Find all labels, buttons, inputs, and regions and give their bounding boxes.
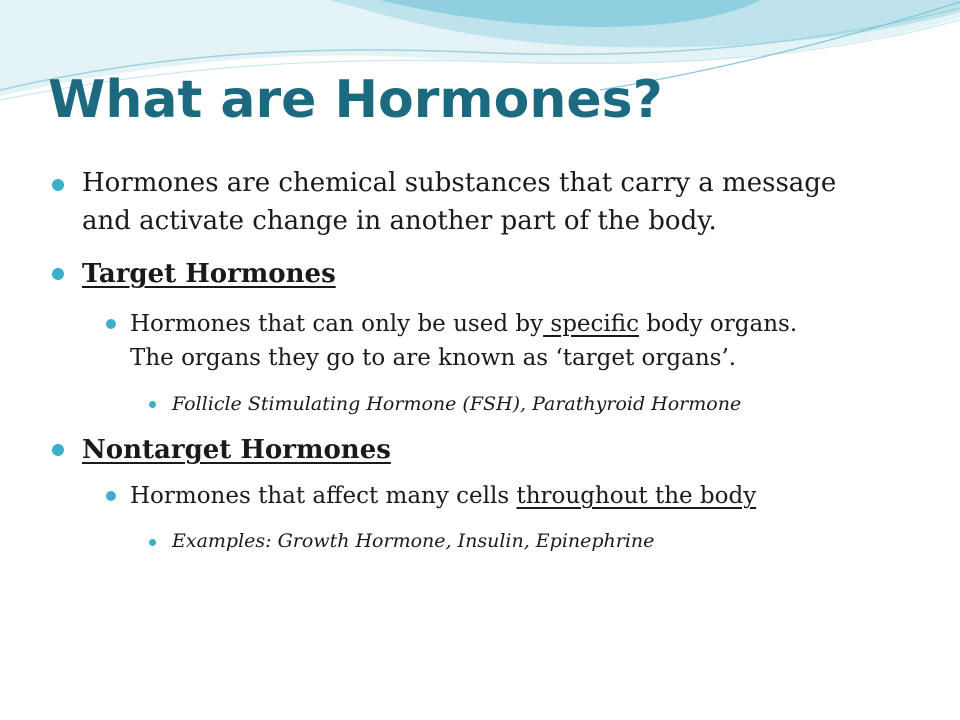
- nontarget-hormones-example: Examples: Growth Hormone, Insulin, Epinephrine: [172, 530, 655, 552]
- bullet-definition-line-1: Hormones are chemical substances that carry a message: [82, 168, 837, 198]
- sub-sub-bullet-dot-icon: [149, 539, 156, 546]
- target-hormones-example: Follicle Stimulating Hormone (FSH), Parathyroid Hormone: [172, 393, 742, 415]
- underlined-throughout-the-body: throughout the body: [516, 483, 757, 509]
- text-segment: body organs.: [639, 311, 798, 337]
- target-hormones-description: [130, 307, 930, 375]
- bullet-dot-icon: [52, 444, 64, 456]
- target-hormones-heading: Target Hormones: [82, 259, 336, 289]
- target-hormones-description-line-2: The organs they go to are known as ‘target organs’.: [130, 345, 737, 371]
- sub-bullet-dot-icon: [106, 491, 116, 501]
- text-segment: Hormones that can only be used by: [130, 311, 544, 337]
- target-hormones-description-line-1: [130, 307, 930, 341]
- text-segment: Hormones that affect many cells: [130, 483, 517, 509]
- bullet-definition-line-2: and activate change in another part of the body.: [82, 206, 717, 236]
- nontarget-hormones-heading: Nontarget Hormones: [82, 435, 391, 465]
- nontarget-hormones-description: [130, 479, 930, 513]
- slide-title: What are Hormones?: [48, 70, 663, 130]
- underlined-specific: specific: [543, 311, 640, 337]
- bullet-definition: [82, 164, 942, 240]
- bullet-dot-icon: [52, 179, 64, 191]
- sub-bullet-dot-icon: [106, 319, 116, 329]
- bullet-dot-icon: [52, 268, 64, 280]
- sub-sub-bullet-dot-icon: [149, 401, 156, 408]
